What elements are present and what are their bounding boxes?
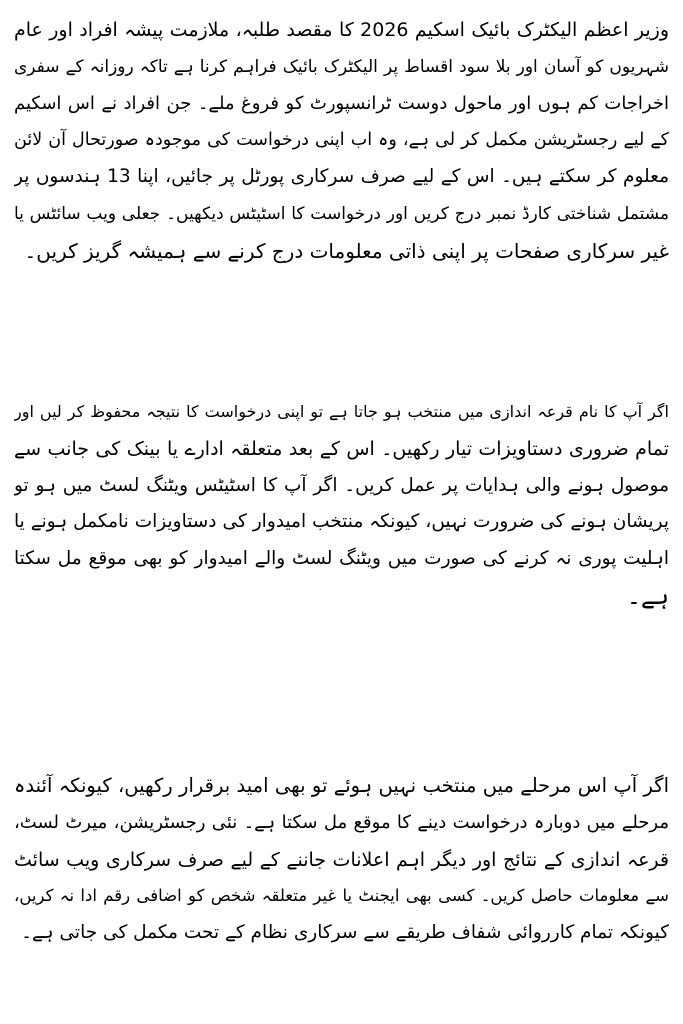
text-line: کیونکہ تمام کارروائی شفاف طریقے سے سرکاری نظام کے تحت مکمل کی جاتی ہے۔ [21, 922, 669, 944]
text-line: اگر آپ کا نام قرعہ اندازی میں منتخب ہو جاتا ہے تو اپنی درخواست کا نتیجہ محفوظ کر لیں اور [14, 402, 669, 421]
text-line: معلوم کر سکتے ہیں۔ اس کے لیے صرف سرکاری پورٹل پر جائیں، اپنا 13 ہندسوں پر [14, 166, 669, 188]
text-line: وزیر اعظم الیکٹرک بائیک اسکیم 2026 کا مقصد طلبہ، ملازمت پیشہ افراد اور عام [14, 19, 669, 41]
text-line: مشتمل شناختی کارڈ نمبر درج کریں اور درخواست کا اسٹیٹس دیکھیں۔ جعلی ویب سائٹس یا [14, 203, 669, 224]
text-line: موصول ہونے والی ہدایات پر عمل کریں۔ اگر آپ کا اسٹیٹس ویٹنگ لسٹ میں ہو تو [14, 474, 669, 496]
text-line: کے لیے رجسٹریشن مکمل کر لی ہے، وہ اب اپنی درخواست کی موجودہ صورتحال آن لائن [14, 130, 669, 151]
text-line: اگر آپ اس مرحلے میں منتخب نہیں ہوئے تو بھی امید برقرار رکھیں، کیونکہ آئندہ [14, 774, 669, 797]
text-line: پریشان ہونے کی ضرورت نہیں، کیونکہ منتخب امیدوار کی دستاویزات نامکمل ہونے یا [14, 511, 669, 533]
text-line: قرعہ اندازی کے نتائج اور دیگر اہم اعلانات جاننے کے لیے صرف سرکاری ویب سائٹ [14, 848, 669, 871]
text-line: مرحلے میں دوبارہ درخواست دینے کا موقع مل سکتا ہے۔ نئی رجسٹریشن، میرٹ لسٹ، [14, 811, 669, 833]
text-line: ہے۔ [626, 581, 669, 610]
paragraph-if-selected [14, 394, 669, 615]
paragraph-scheme-overview [14, 12, 669, 270]
text-line: غیر سرکاری صفحات پر اپنی ذاتی معلومات درج کرنے سے ہمیشہ گریز کریں۔ [24, 238, 669, 263]
text-line: اخراجات کم ہوں اور ماحول دوست ٹرانسپورٹ کو فروغ ملے۔ جن افراد نے اس اسکیم [14, 92, 669, 114]
text-line: شہریوں کو آسان اور بلا سود اقساط پر الیکٹرک بائیک فراہم کرنا ہے تاکہ روزانہ کے سفری [14, 56, 669, 77]
text-line: سے معلومات حاصل کریں۔ کسی بھی ایجنٹ یا غیر متعلقہ شخص کو اضافی رقم ادا نہ کریں، [14, 886, 669, 906]
text-line: تمام ضروری دستاویزات تیار رکھیں۔ اس کے بعد متعلقہ ادارے یا بینک کی جانب سے [14, 437, 669, 460]
text-line: اہلیت پوری نہ کرنے کی صورت میں ویٹنگ لسٹ والے امیدوار کو بھی موقع مل سکتا [14, 548, 669, 570]
paragraph-if-not-selected [14, 768, 669, 952]
